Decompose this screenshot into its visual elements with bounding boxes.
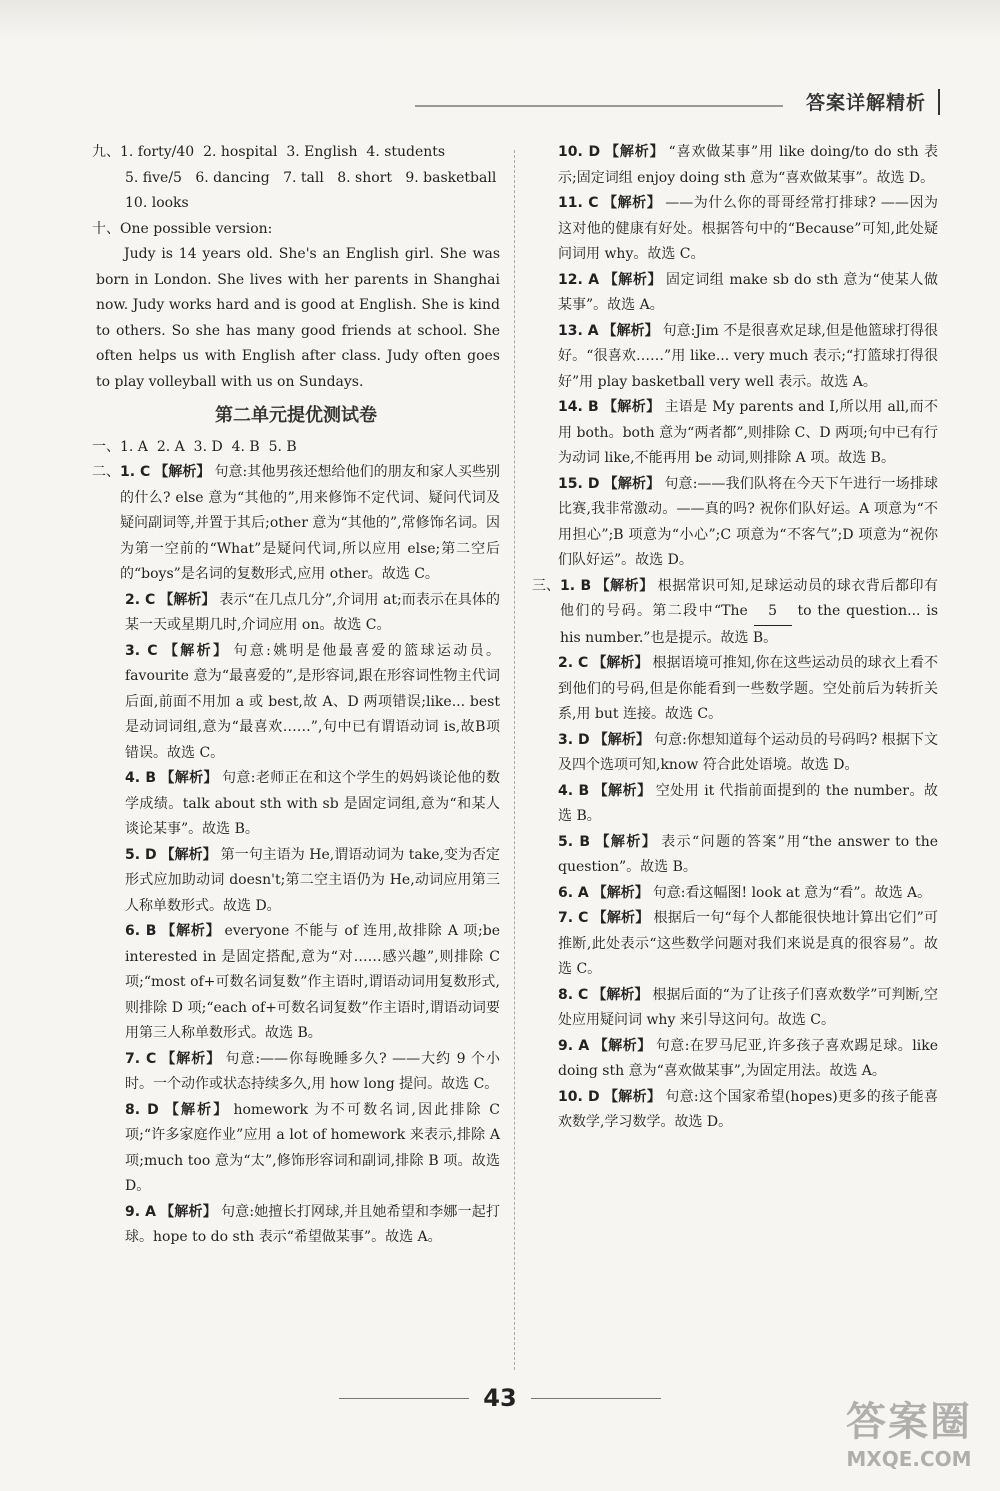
question-item	[92, 639, 500, 767]
section-10-label: 十、	[92, 220, 120, 237]
item-number: 10. D	[558, 144, 601, 160]
analysis-tag: 【解析】	[602, 399, 661, 415]
answer: 4. B	[231, 438, 260, 455]
question-item	[92, 766, 500, 843]
item-number: 13. A	[558, 322, 599, 339]
section-1-label: 一、	[92, 438, 120, 455]
item-number: 5. D	[125, 846, 157, 863]
answer: 10. looks	[125, 195, 189, 211]
footer-rule-right	[531, 1398, 661, 1399]
analysis-tag: 【解析】	[160, 770, 218, 786]
right-column	[532, 140, 939, 1136]
answer: 5. B	[268, 438, 297, 455]
watermark-logo	[846, 1390, 972, 1471]
analysis-tag: 【解析】	[161, 642, 230, 659]
analysis-tag: 【解析】	[603, 271, 663, 288]
answer: 4. students	[366, 144, 446, 160]
item-text: 句意:看这幅图! look at 意为“看”。故选 A。	[652, 884, 932, 901]
question-item	[558, 268, 938, 319]
watermark-logo-bottom: MXQE.COM	[846, 1447, 972, 1471]
question-item	[558, 651, 938, 728]
item-text: 根据常识可知,足球运动员的球衣背后都印有他们的号码。第二段中“The	[560, 577, 939, 619]
item-number: 15. D	[558, 475, 600, 492]
item-number: 10. D	[558, 1088, 600, 1105]
analysis-tag: 【解析】	[159, 591, 216, 608]
answer: 6. dancing	[195, 169, 270, 186]
question-item	[558, 881, 938, 907]
item-text: “喜欢做某事”用 like doing/to do sth 表示;固定词组 enjoy doing sth 意为“喜欢做某事”。故选 D。	[558, 144, 939, 186]
answer: 3. D	[193, 438, 223, 455]
essay-text: Judy is 14 years old. She's an English girl. She was born in London. She lives with her parents in Shanghai now. Judy works hard and is good at English. She is kind to others. So she has many good friends at school. She often helps us with English after class. Judy often goes to play volleyball with us on Sundays.	[96, 246, 500, 390]
item-text: 根据后面的“为了让孩子们喜欢数学”可判断,空处应用疑问词 why 来引导这问句。故选 C。	[558, 986, 939, 1028]
question-item	[92, 843, 500, 920]
question-item	[558, 983, 938, 1034]
item-number: 1. C	[120, 464, 151, 480]
question-item	[92, 460, 500, 588]
answer: 9. basketball	[405, 169, 497, 186]
item-text: 固定词组 make sb do sth 意为“使某人做某事”。故选 A。	[558, 271, 939, 313]
question-item	[558, 1034, 938, 1085]
question-item	[558, 319, 938, 396]
item-number: 7. C	[125, 1050, 157, 1067]
blank-number: 5	[754, 599, 792, 626]
item-number: 6. B	[125, 923, 157, 939]
item-number: 1. B	[560, 577, 592, 594]
question-item	[92, 1047, 500, 1098]
item-text: to the question... is his number.”也是提示。故选 B。	[560, 603, 939, 646]
footer-rule-left	[339, 1398, 469, 1399]
watermark-logo-top: 答案圈	[846, 1399, 972, 1445]
item-text: 句意:姚明是他最喜爱的篮球运动员。favourite 意为“最喜爱的”,是形容词,跟在形容词性物主代词后面,前面不用加 a 或 best,故 A、D 两项错误;like... best 是动词词组,意为“最喜欢……”,句中已有谓语动词 is,故B项错误。故选 C。	[125, 642, 501, 761]
analysis-tag: 【解析】	[160, 1050, 222, 1067]
item-number: 8. C	[558, 986, 589, 1003]
item-text: 句意:这个国家希望(hopes)更多的孩子能喜欢数学,学习数学。故选 D。	[558, 1088, 938, 1130]
item-number: 9. A	[558, 1037, 590, 1054]
header-title: 答案详解精析	[805, 92, 926, 114]
analysis-tag: 【解析】	[602, 322, 659, 339]
item-text: 句意:你想知道每个运动员的号码吗? 根据下文及四个选项可知,know 符合此处语境。故选 D。	[558, 731, 938, 773]
analysis-tag: 【解析】	[603, 475, 661, 492]
item-text: 句意:——你每晚睡多久? ——大约 9 个小时。一个动作或状态持续多久,用 how long 提问。故选 C。	[125, 1050, 501, 1092]
header-rule	[415, 105, 783, 107]
analysis-tag: 【解析】	[593, 731, 650, 748]
scan-edge	[0, 0, 1000, 40]
answer: 8. short	[337, 169, 392, 186]
question-item	[558, 906, 938, 983]
analysis-tag: 【解析】	[595, 577, 654, 594]
item-number: 7. C	[558, 910, 589, 926]
item-text: 空处用 it 代指前面提到的 the number。故选 B。	[558, 782, 938, 824]
section-1	[92, 435, 500, 461]
analysis-tag: 【解析】	[592, 655, 649, 671]
question-item	[92, 1098, 500, 1200]
item-number: 12. A	[558, 271, 600, 288]
item-number: 2. C	[558, 655, 589, 671]
item-text: 句意:其他男孩还想给他们的朋友和家人买些别的什么? else 意为“其他的”,用来修饰不定代词、疑问代词及疑问副词等,并置于其后;other 意为“其他的”,常修饰名词。因为第一空前的“What”是疑问代词,所以应用 else;第二空后的“boys”是名词的复数形式,应用 other。故选 C。	[120, 464, 501, 582]
item-text: 句意:她擅长打网球,并且她希望和李娜一起打球。hope to do sth 表示“希望做某事”。故选 A。	[125, 1203, 501, 1245]
section-9-label: 九、	[92, 144, 120, 160]
header	[806, 88, 940, 115]
answer: 1. A	[120, 438, 148, 455]
item-text: 根据后一句“每个人都能很快地计算出它们”可推断,此处表示“这些数学问题对我们来说是真的很容易”。故选 C。	[558, 910, 938, 977]
item-text: 句意:老师正在和这个学生的妈妈谈论他的数学成绩。talk about sth with sb 是固定词组,意为“和某人谈论某事”。故选 B。	[125, 770, 501, 837]
analysis-tag: 【解析】	[154, 464, 211, 480]
item-text: 主语是 My parents and I,所以用 all,而不用 both。both 意为“两者都”,则排除 C、D 两项;句中已有行为动词 like,不能再用 be 动词,则排除 A 项。故选 B。	[558, 399, 938, 466]
analysis-tag: 【解析】	[160, 923, 221, 939]
analysis-tag: 【解析】	[159, 1203, 217, 1220]
item-number: 3. D	[558, 731, 590, 748]
item-text: everyone 不能与 of 连用,故排除 A 项;be interested in 是固定搭配,意为“对……感兴趣”,则排除 C 项;“most of+可数名词复数”作主语时,谓语动词用复数形式,则排除 D 项;“each of+可数名词复数”作主语时,谓语动词要用第三人称单数形式。故选 B。	[125, 923, 501, 1041]
answer: 2. A	[156, 438, 185, 455]
item-number: 9. A	[125, 1203, 156, 1220]
item-text: 句意:——我们队将在今天下午进行一场排球比赛,我非常激动。——真的吗? 祝你们队好运。A 项意为“不用担心”;B 项意为“小心”;C 项意为“不客气”;D 项意为“祝你们队好运”。故选 D。	[558, 475, 939, 568]
essay-intro: One possible version:	[120, 220, 273, 237]
analysis-tag: 【解析】	[603, 1088, 662, 1105]
question-item	[92, 919, 500, 1047]
item-number: 11. C	[558, 195, 599, 211]
item-number: 8. D	[125, 1101, 159, 1118]
section-10	[92, 217, 500, 243]
item-number: 6. A	[558, 884, 589, 901]
item-text: 根据语境可推知,你在这些运动员的球衣上看不到他们的号码,但是你能看到一些数学题。空处前后为转折关系,用 but 连接。故选 C。	[558, 655, 939, 722]
question-item	[558, 140, 938, 191]
question-item	[532, 574, 938, 652]
question-item	[92, 588, 500, 639]
item-text: 第一句主语为 He,谓语动词为 take,变为否定形式应加助动词 doesn't;第二空主语仍为 He,动词应用第三人称单数形式。故选 D。	[125, 846, 501, 914]
answer: 7. tall	[283, 169, 324, 186]
answer: 3. English	[286, 144, 358, 160]
question-item	[558, 1085, 938, 1136]
page-number: 43	[483, 1384, 517, 1412]
section-2-label: 二、	[92, 464, 120, 480]
question-item	[558, 728, 938, 779]
section-9-line1	[92, 140, 500, 166]
item-text: homework 为不可数名词,因此排除 C 项;“许多家庭作业”应用 a lot of homework 来表示,排除 A 项;much too 意为“太”,修饰形容词和副词,排除 B 项。故选 D。	[125, 1101, 500, 1194]
unit-title: 第二单元提优测试卷	[215, 405, 377, 426]
answer: 5. five/5	[125, 169, 182, 186]
section-9-line3	[92, 191, 500, 217]
analysis-tag: 【解析】	[593, 782, 652, 799]
question-item	[558, 395, 938, 472]
question-item	[558, 830, 938, 881]
item-number: 4. B	[558, 782, 590, 799]
item-number: 5. B	[558, 833, 591, 850]
question-item	[558, 472, 938, 574]
section-9-line2	[92, 166, 500, 192]
answer: 1. forty/40	[120, 144, 195, 160]
analysis-tag: 【解析】	[592, 884, 649, 901]
question-item	[92, 1200, 500, 1251]
question-item	[558, 191, 938, 268]
header-bracket	[932, 89, 940, 115]
item-text: 表示“问题的答案”用“the answer to the question”。故选 B。	[558, 833, 939, 875]
item-number: 2. C	[125, 591, 156, 608]
answer: 2. hospital	[203, 144, 278, 160]
analysis-tag: 【解析】	[592, 986, 649, 1003]
left-column	[92, 140, 500, 1251]
analysis-tag: 【解析】	[602, 195, 662, 211]
item-text: 表示“在几点几分”,介词用 at;而表示在具体的某一天或星期几时,介词应用 on。故选 C。	[125, 591, 500, 633]
analysis-tag: 【解析】	[160, 846, 217, 863]
analysis-tag: 【解析】	[162, 1101, 230, 1118]
item-text: ——为什么你的哥哥经常打排球? ——因为这对他的健康有好处。根据答句中的“Because”可知,此处疑问词用 why。故选 C。	[558, 195, 938, 262]
analysis-tag: 【解析】	[593, 1037, 652, 1054]
item-text: 句意:在罗马尼亚,许多孩子喜欢踢足球。like doing sth 意为“喜欢做某事”,为固定用法。故选 A。	[558, 1037, 938, 1079]
section-3-label: 三、	[532, 577, 560, 594]
item-text: 句意:Jim 不是很喜欢足球,但是他篮球打得很好。“很喜欢……”用 like... very much 表示;“打篮球打得很好”用 play basketball very well 表示。故选 A。	[558, 322, 938, 390]
item-number: 3. C	[125, 642, 158, 659]
item-number: 14. B	[558, 399, 599, 415]
item-number: 4. B	[125, 770, 156, 786]
analysis-tag: 【解析】	[604, 144, 665, 160]
question-item	[558, 779, 938, 830]
column-divider	[514, 150, 515, 1370]
analysis-tag: 【解析】	[594, 833, 658, 850]
analysis-tag: 【解析】	[592, 910, 650, 926]
